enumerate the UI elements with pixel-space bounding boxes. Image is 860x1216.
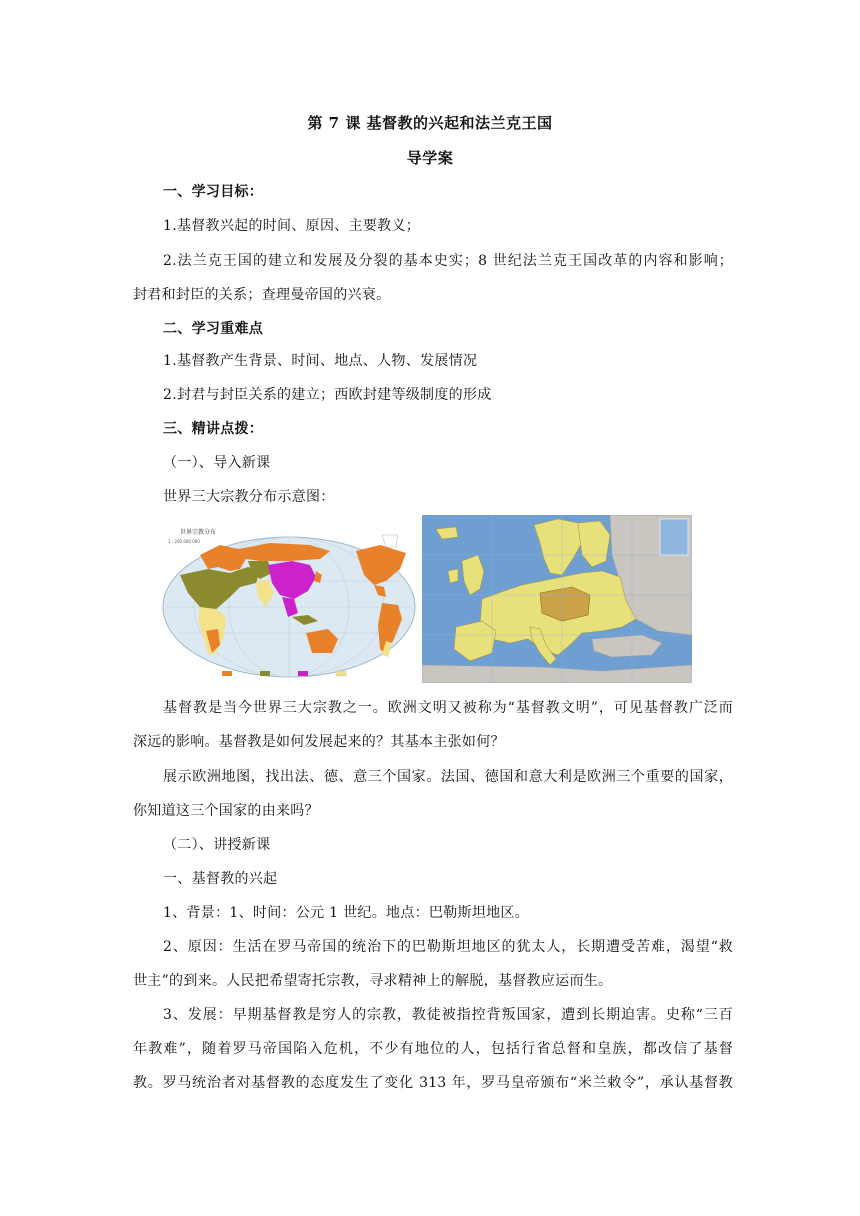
lesson-subtitle: 导学案 xyxy=(406,149,454,167)
intro-paragraph-1-line-2: 深远的影响。基督教是如何发展起来的？其基本主张如何？ xyxy=(133,734,505,750)
point-background: 1、背景：1、时间：公元 1 世纪。地点：巴勒斯坦地区。 xyxy=(163,905,530,921)
intro-paragraph-2-line-1: 展示欧洲地图，找出法、德、意三个国家。法国、德国和意大利是欧洲三个重要的国家， xyxy=(163,769,733,785)
section-heading-key-points: 二、学习重难点 xyxy=(163,321,264,337)
point-development-line-3: 教。罗马统治者对基督教的态度发生了变化 313 年，罗马皇帝颁布“米兰敕令”，承认基督教 xyxy=(133,1075,733,1091)
key-point-1: 1.基督教产生背景、时间、地点、人物、发展情况 xyxy=(163,353,478,369)
intro-paragraph-2-line-2: 你知道这三个国家的由来吗？ xyxy=(133,803,319,819)
point-cause-line-1: 2、原因：生活在罗马帝国的统治下的巴勒斯坦地区的犹太人，长期遭受苦难，渴望“救 xyxy=(163,939,733,955)
section-heading-objectives: 一、学习目标： xyxy=(163,184,264,200)
topic-heading-christianity: 一、基督教的兴起 xyxy=(163,871,278,887)
world-religion-map xyxy=(160,521,418,683)
intro-paragraph-1-line-1: 基督教是当今世界三大宗教之一。欧洲文明又被称为“基督教文明”，可见基督教广泛而 xyxy=(163,700,733,716)
key-point-2: 2.封君与封臣关系的建立；西欧封建等级制度的形成 xyxy=(163,387,492,403)
point-cause-line-2: 世主”的到来。人民把希望寄托宗教，寻求精神上的解脱，基督教应运而生。 xyxy=(133,973,613,989)
world-map-title: 世界宗教分布 xyxy=(180,529,217,536)
point-development-line-2: 年教难”，随着罗马帝国陷入危机，不少有地位的人，包括行省总督和皇族，都改信了基督 xyxy=(133,1041,733,1057)
objective-item-2-line-1: 2.法兰克王国的建立和发展及分裂的基本史实；8 世纪法兰克王国改革的内容和影响； xyxy=(163,253,733,269)
point-development-line-1: 3、发展：早期基督教是穷人的宗教，教徒被指控背叛国家，遭到长期迫害。史称“三百 xyxy=(163,1007,733,1023)
objective-item-1: 1.基督教兴起的时间、原因、主要教义； xyxy=(163,218,421,234)
map-caption: 世界三大宗教分布示意图： xyxy=(163,489,335,505)
subsection-new-lesson: （二）、讲授新课 xyxy=(163,837,271,853)
europe-map xyxy=(422,515,692,683)
objective-item-2-line-2: 封君和封臣的关系；查理曼帝国的兴衰。 xyxy=(133,287,391,303)
lesson-title: 第 7 课 基督教的兴起和法兰克王国 xyxy=(307,114,553,132)
world-map-scale: 1 : 200 000 000 xyxy=(168,539,200,544)
section-heading-lecture: 三、精讲点拨： xyxy=(163,421,264,437)
subsection-intro: （一）、导入新课 xyxy=(163,455,271,471)
